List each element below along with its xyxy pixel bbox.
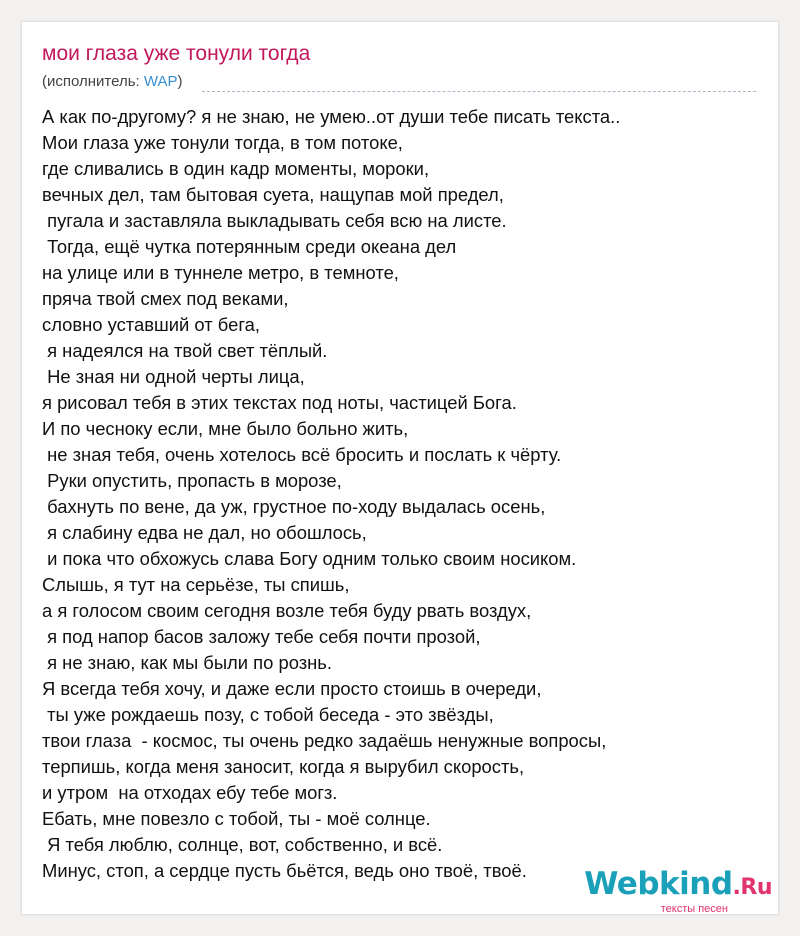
lyric-line: не зная тебя, очень хотелось всё бросить и послать к чёрту.	[42, 444, 562, 465]
lyric-line: а я голосом своим сегодня возле тебя буду рвать воздух,	[42, 600, 532, 621]
logo-suffix: .Ru	[732, 875, 772, 900]
lyric-line: Руки опустить, пропасть в морозе,	[42, 470, 342, 491]
lyric-line: и утром на отходах ебу тебе могз.	[42, 782, 338, 803]
lyrics-card	[22, 22, 778, 914]
logo-wordmark	[572, 867, 772, 905]
lyrics-text	[42, 104, 762, 884]
header-divider	[202, 91, 756, 92]
lyric-line: твои глаза - космос, ты очень редко задаёшь ненужные вопросы,	[42, 730, 607, 751]
site-logo[interactable]	[572, 867, 772, 914]
logo-name: Webkind	[584, 866, 733, 902]
lyric-line: я слабину едва не дал, но обошлось,	[42, 522, 367, 543]
artist-suffix: )	[177, 73, 183, 90]
lyric-line: на улице или в туннеле метро, в темноте,	[42, 262, 399, 283]
lyric-line: и пока что обхожусь слава Богу одним только своим носиком.	[42, 548, 577, 569]
lyric-line: И по чесноку если, мне было больно жить,	[42, 418, 409, 439]
lyric-line: Ебать, мне повезло с тобой, ты - моё солнце.	[42, 808, 431, 829]
lyric-line: я рисовал тебя в этих текстах под ноты, частицей Бога.	[42, 392, 517, 413]
lyric-line: Слышь, я тут на серьёзе, ты спишь,	[42, 574, 350, 595]
song-title: мои глаза уже тонули тогда	[42, 42, 311, 65]
lyric-line: словно уставший от бега,	[42, 314, 260, 335]
lyric-line: Я тебя люблю, солнце, вот, собственно, и всё.	[42, 834, 443, 855]
lyric-line: Тогда, ещё чутка потерянным среди океана дел	[42, 236, 457, 257]
lyric-line: пряча твой смех под веками,	[42, 288, 289, 309]
lyric-line: вечных дел, там бытовая суета, нащупав мой предел,	[42, 184, 504, 205]
lyric-line: Мои глаза уже тонули тогда, в том потоке,	[42, 132, 403, 153]
lyric-line: где сливались в один кадр моменты, мороки,	[42, 158, 430, 179]
lyric-line: бахнуть по вене, да уж, грустное по-ходу выдалась осень,	[42, 496, 546, 517]
logo-tagline: тексты песен	[660, 903, 728, 914]
lyric-line: я надеялся на твой свет тёплый.	[42, 340, 328, 361]
artist-link[interactable]: WAP	[143, 73, 178, 90]
artist-prefix: (исполнитель:	[42, 73, 144, 90]
artist-line	[42, 73, 183, 90]
lyric-line: Минус, стоп, а сердце пусть бьётся, ведь оно твоё, твоё.	[42, 860, 527, 881]
lyric-line: пугала и заставляла выкладывать себя всю на листе.	[42, 210, 507, 231]
lyric-line: терпишь, когда меня заносит, когда я вырубил скорость,	[42, 756, 525, 777]
lyric-line: Не зная ни одной черты лица,	[42, 366, 305, 387]
lyric-line: я под напор басов заложу тебе себя почти прозой,	[42, 626, 481, 647]
lyric-line: Я всегда тебя хочу, и даже если просто стоишь в очереди,	[42, 678, 542, 699]
lyric-line: я не знаю, как мы были по рознь.	[42, 652, 332, 673]
lyric-line: А как по-другому? я не знаю, не умею..от души тебе писать текста..	[42, 106, 621, 127]
lyric-line: ты уже рождаешь позу, с тобой беседа - это звёзды,	[42, 704, 494, 725]
